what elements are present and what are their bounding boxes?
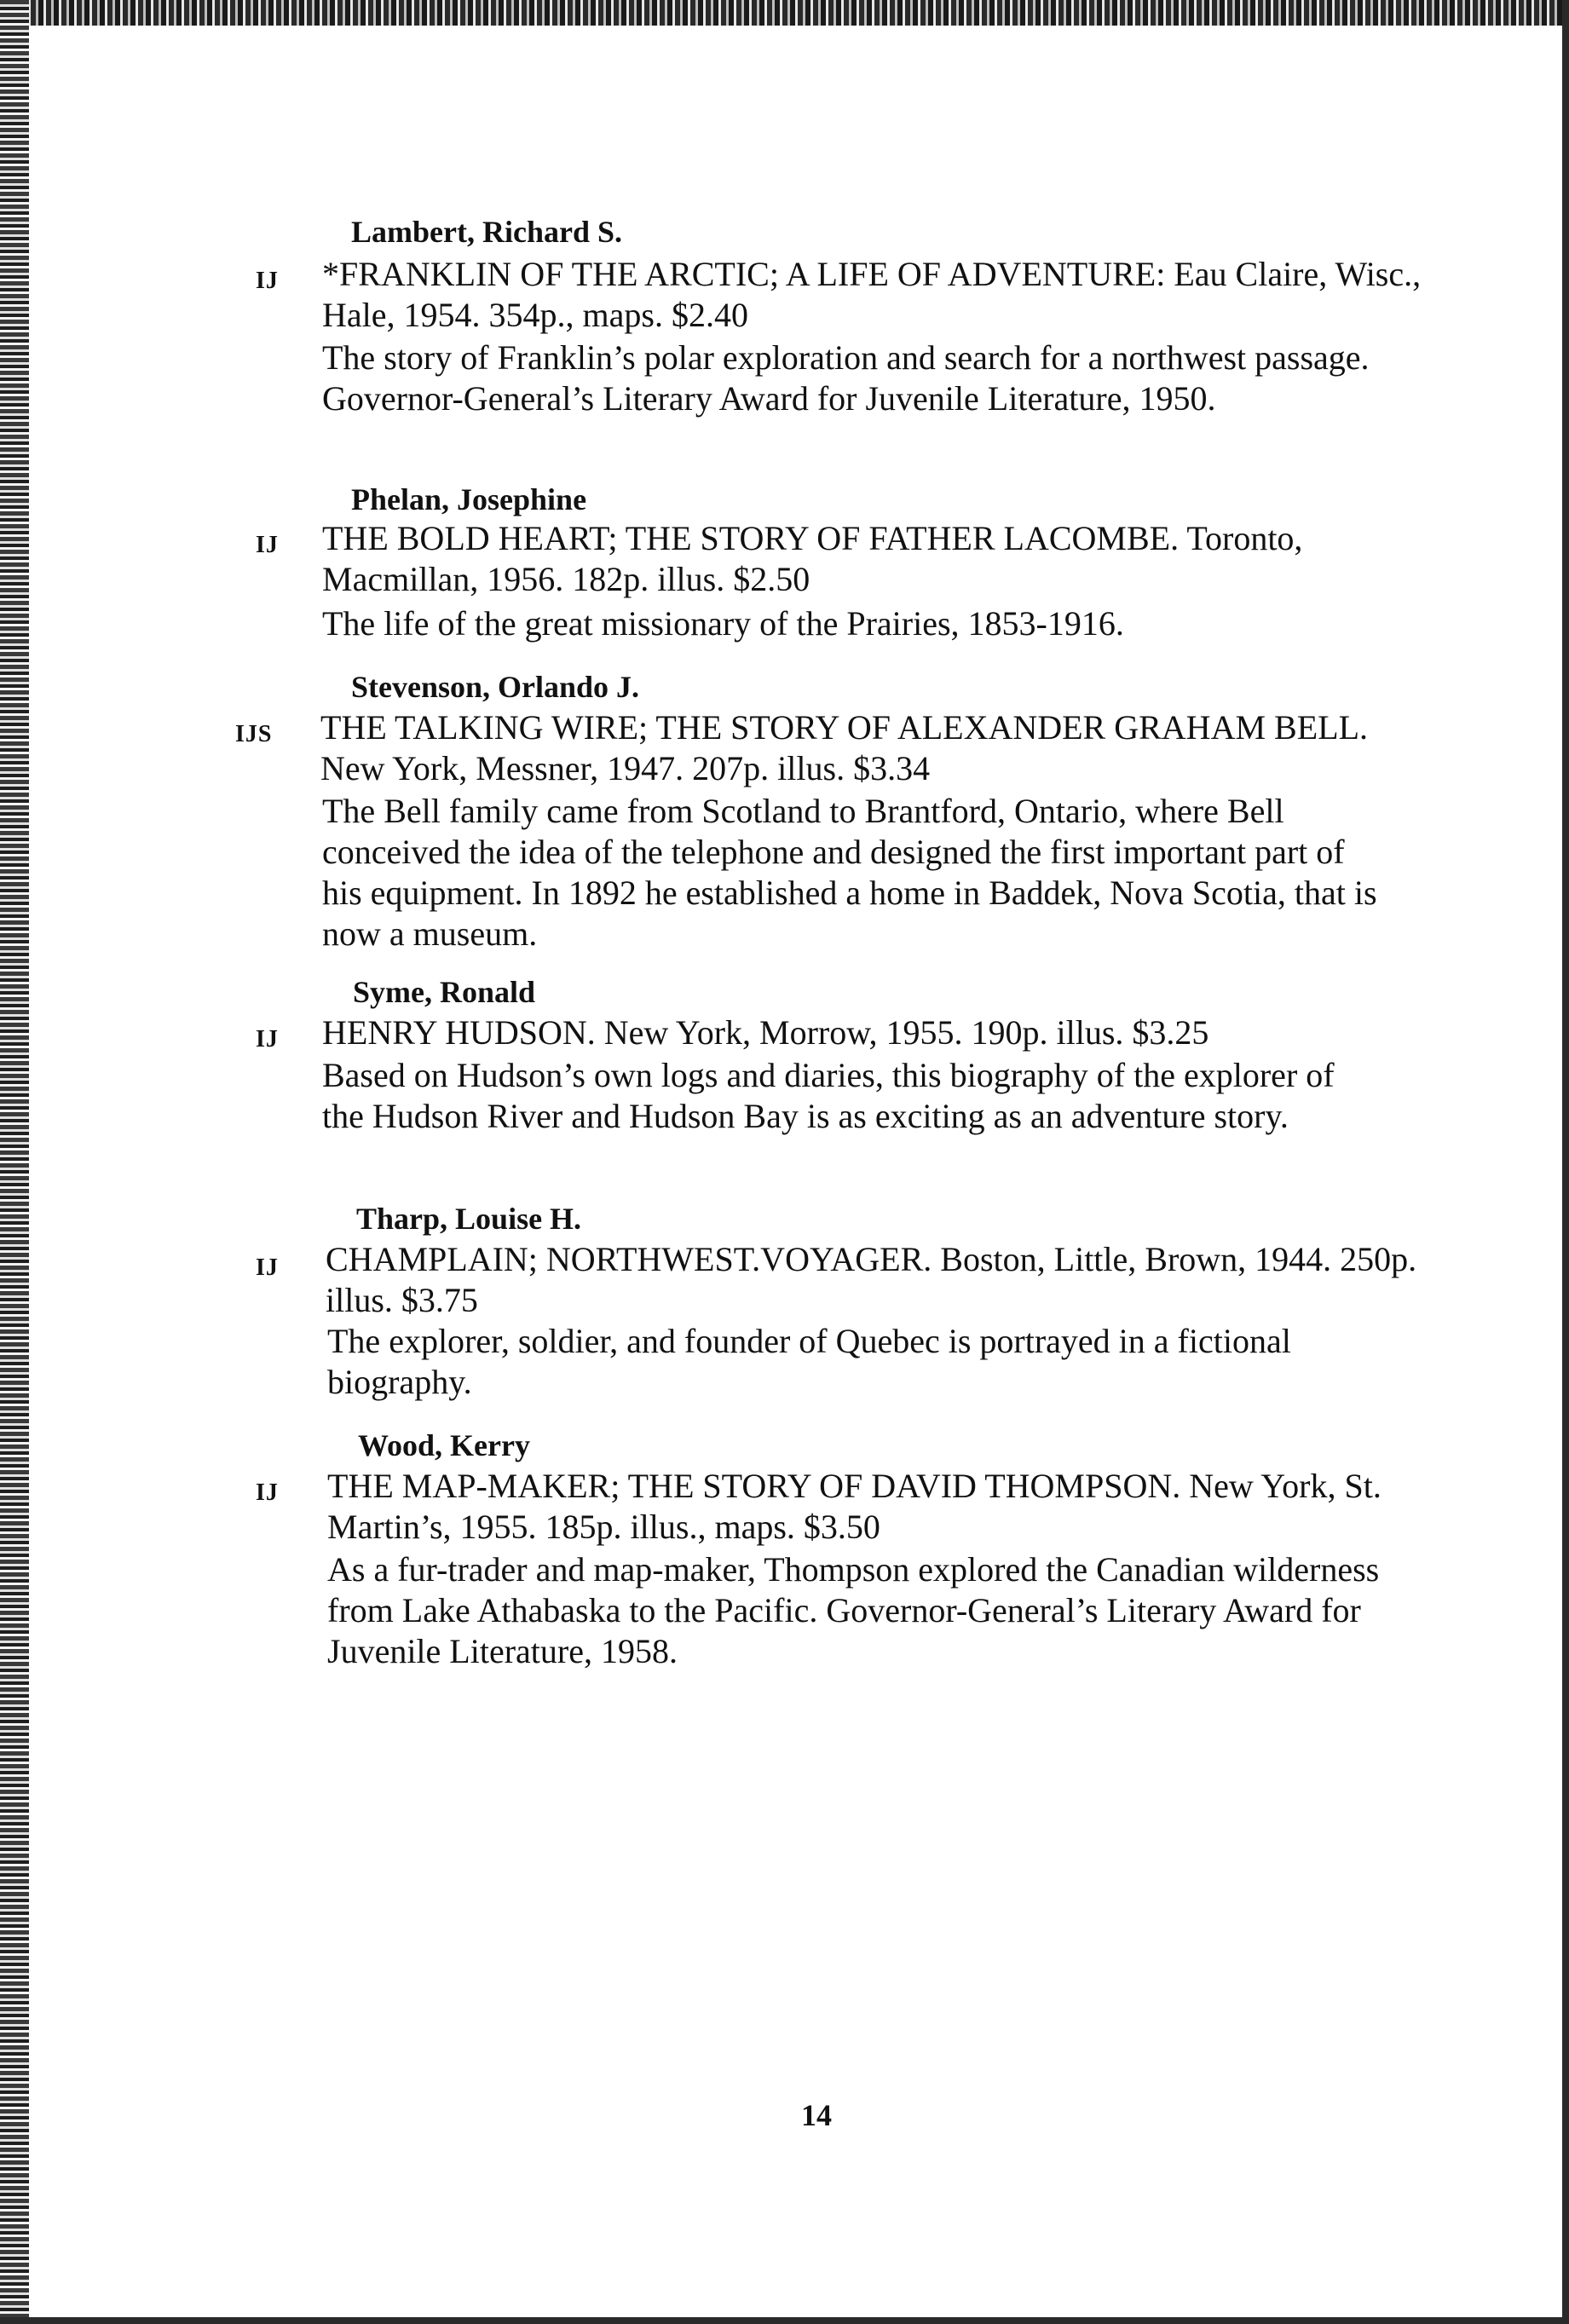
reading-level: IJ — [256, 1479, 279, 1506]
entry-annotation: The story of Franklin’s polar exploration and search for a northwest passage. Governor-General’s Literary Award for Juvenile Literature, 1950. — [322, 338, 1370, 418]
entry-citation: HENRY HUDSON. New York, Morrow, 1955. 190p. illus. $3.25 — [322, 1013, 1209, 1052]
entry-annotation: Based on Hudson’s own logs and diaries, this biography of the explorer of the Hudson River and Hudson Bay is as exciting as an adventure story. — [322, 1056, 1335, 1135]
scan-left-border — [0, 0, 29, 2324]
entry-author: Wood, Kerry — [358, 1428, 530, 1462]
reading-level: IJ — [256, 1254, 279, 1281]
entry-author: Syme, Ronald — [353, 975, 536, 1009]
scan-bottom-border — [0, 2317, 1569, 2324]
reading-level: IJS — [235, 721, 273, 747]
entry-annotation: The explorer, soldier, and founder of Quebec is portrayed in a fictional biography. — [327, 1322, 1291, 1401]
scan-right-border — [1562, 0, 1569, 2324]
entry-author: Tharp, Louise H. — [356, 1202, 582, 1236]
entry-author: Stevenson, Orlando J. — [351, 670, 640, 704]
entry-annotation: The life of the great missionary of the Prairies, 1853-1916. — [322, 604, 1124, 643]
reading-level: IJ — [256, 532, 279, 558]
entry-citation: THE TALKING WIRE; THE STORY OF ALEXANDER GRAHAM BELL. New York, Messner, 1947. 207p. illus. $3.34 — [320, 708, 1369, 787]
reading-level: IJ — [256, 268, 279, 294]
scan-top-border — [0, 0, 1569, 26]
reading-level: IJ — [256, 1026, 279, 1052]
page-number: 14 — [801, 2098, 832, 2132]
entry-citation: CHAMPLAIN; NORTHWEST.VOYAGER. Boston, Little, Brown, 1944. 250p. illus. $3.75 — [326, 1240, 1417, 1319]
entry-annotation: The Bell family came from Scotland to Brantford, Ontario, where Bell conceived the idea of the telephone and designed the first important part of his equipment. In 1892 he established a home in Baddek, Nova Scotia, that is now a museum. — [322, 792, 1377, 953]
entry-citation: THE BOLD HEART; THE STORY OF FATHER LACOMBE. Toronto, Macmillan, 1956. 182p. illus. $2.50 — [322, 519, 1303, 598]
entry-citation: *FRANKLIN OF THE ARCTIC; A LIFE OF ADVENTURE: Eau Claire, Wisc., Hale, 1954. 354p., maps. $2.40 — [322, 255, 1422, 334]
entry-citation: THE MAP-MAKER; THE STORY OF DAVID THOMPSON. New York, St. Martin’s, 1955. 185p. illus., maps. $3.50 — [327, 1467, 1382, 1546]
entry-author: Phelan, Josephine — [351, 482, 587, 516]
entry-annotation: As a fur-trader and map-maker, Thompson explored the Canadian wilderness from Lake Athabaska to the Pacific. Governor-General’s Literary Award for Juvenile Literature, 1958. — [327, 1550, 1380, 1670]
entry-author: Lambert, Richard S. — [351, 215, 622, 249]
